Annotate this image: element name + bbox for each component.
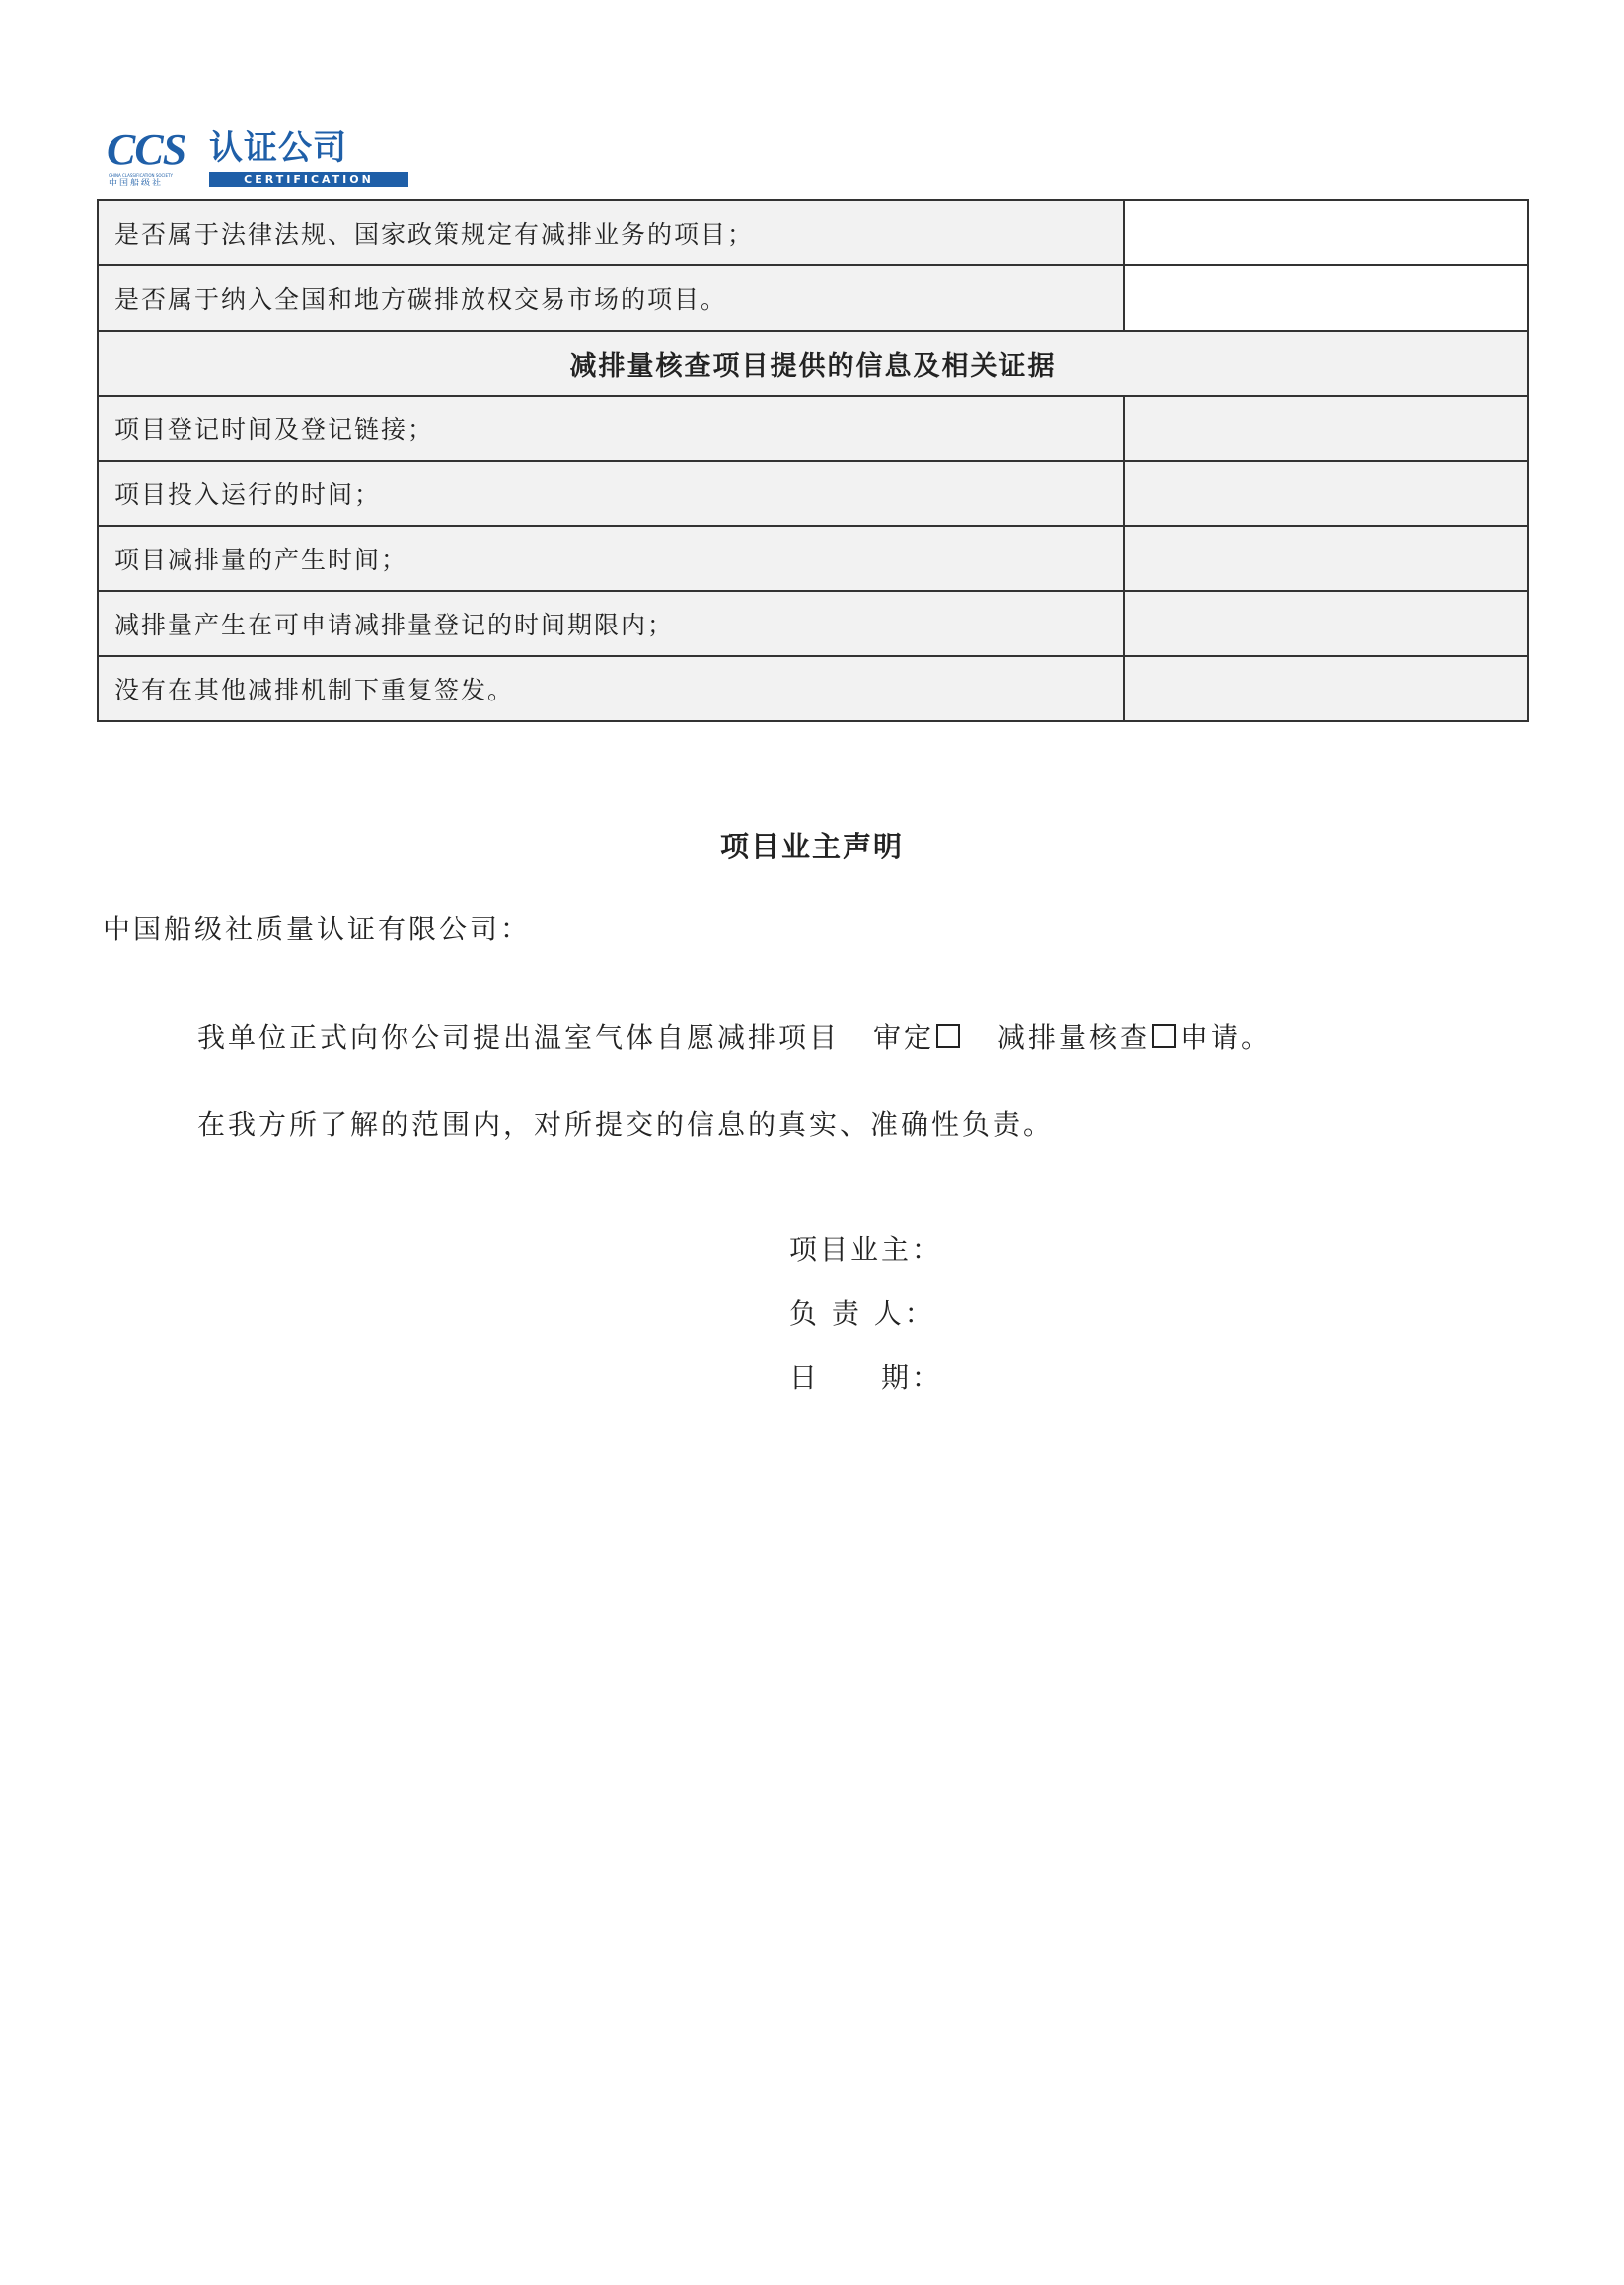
row-label: 是否属于纳入全国和地方碳排放权交易市场的项目。 (98, 265, 1124, 331)
table-row (98, 396, 1528, 461)
logo-society-en: CHINA CLASSIFICATION SOCIETY (109, 173, 173, 178)
table-row (98, 591, 1528, 656)
row-label: 项目投入运行的时间； (98, 461, 1124, 526)
table-row (98, 526, 1528, 591)
declaration-addressee: 中国船级社质量认证有限公司： (103, 913, 532, 945)
table-row (98, 265, 1528, 331)
table-row (98, 200, 1528, 265)
table-row (98, 461, 1528, 526)
option-validation-label: 审定 (873, 1021, 935, 1054)
checkbox-verification[interactable] (1152, 1024, 1176, 1048)
signature-responsible-person: 负 责 人： (789, 1297, 935, 1330)
section-header-row (98, 331, 1528, 396)
row-label: 是否属于法律法规、国家政策规定有减排业务的项目； (98, 200, 1124, 265)
row-value (1124, 656, 1528, 721)
declaration-paragraph-2: 在我方所了解的范围内，对所提交的信息的真实、准确性负责。 (197, 1108, 1055, 1141)
paragraph-suffix: 申请。 (1180, 1021, 1273, 1054)
row-value (1124, 591, 1528, 656)
table-row (98, 656, 1528, 721)
section-header: 减排量核查项目提供的信息及相关证据 (98, 331, 1528, 396)
row-value (1124, 265, 1528, 331)
option-verification-label: 减排量核查 (997, 1021, 1151, 1054)
row-value (1124, 461, 1528, 526)
logo-name-cn: 认证公司 (209, 128, 347, 168)
row-label: 没有在其他减排机制下重复签发。 (98, 656, 1124, 721)
row-label: 项目减排量的产生时间； (98, 526, 1124, 591)
checkbox-validation[interactable] (936, 1024, 960, 1048)
declaration-paragraph-1 (197, 1016, 1272, 1056)
row-label: 项目登记时间及登记链接； (98, 396, 1124, 461)
checklist-table (97, 199, 1529, 722)
logo-society-cn: 中国船级社 (109, 179, 164, 188)
paragraph-text: 我单位正式向你公司提出温室气体自愿减排项目 (197, 1021, 841, 1054)
row-value (1124, 526, 1528, 591)
logo-certification-bar: CERTIFICATION (209, 172, 408, 187)
logo-brand: CCS (107, 125, 186, 174)
row-label: 减排量产生在可申请减排量登记的时间期限内； (98, 591, 1124, 656)
signature-date: 日 期： (789, 1362, 943, 1394)
row-value (1124, 396, 1528, 461)
ccs-certification-logo (107, 125, 412, 188)
row-value (1124, 200, 1528, 265)
declaration-title: 项目业主声明 (719, 830, 904, 863)
signature-project-owner: 项目业主： (789, 1233, 943, 1266)
